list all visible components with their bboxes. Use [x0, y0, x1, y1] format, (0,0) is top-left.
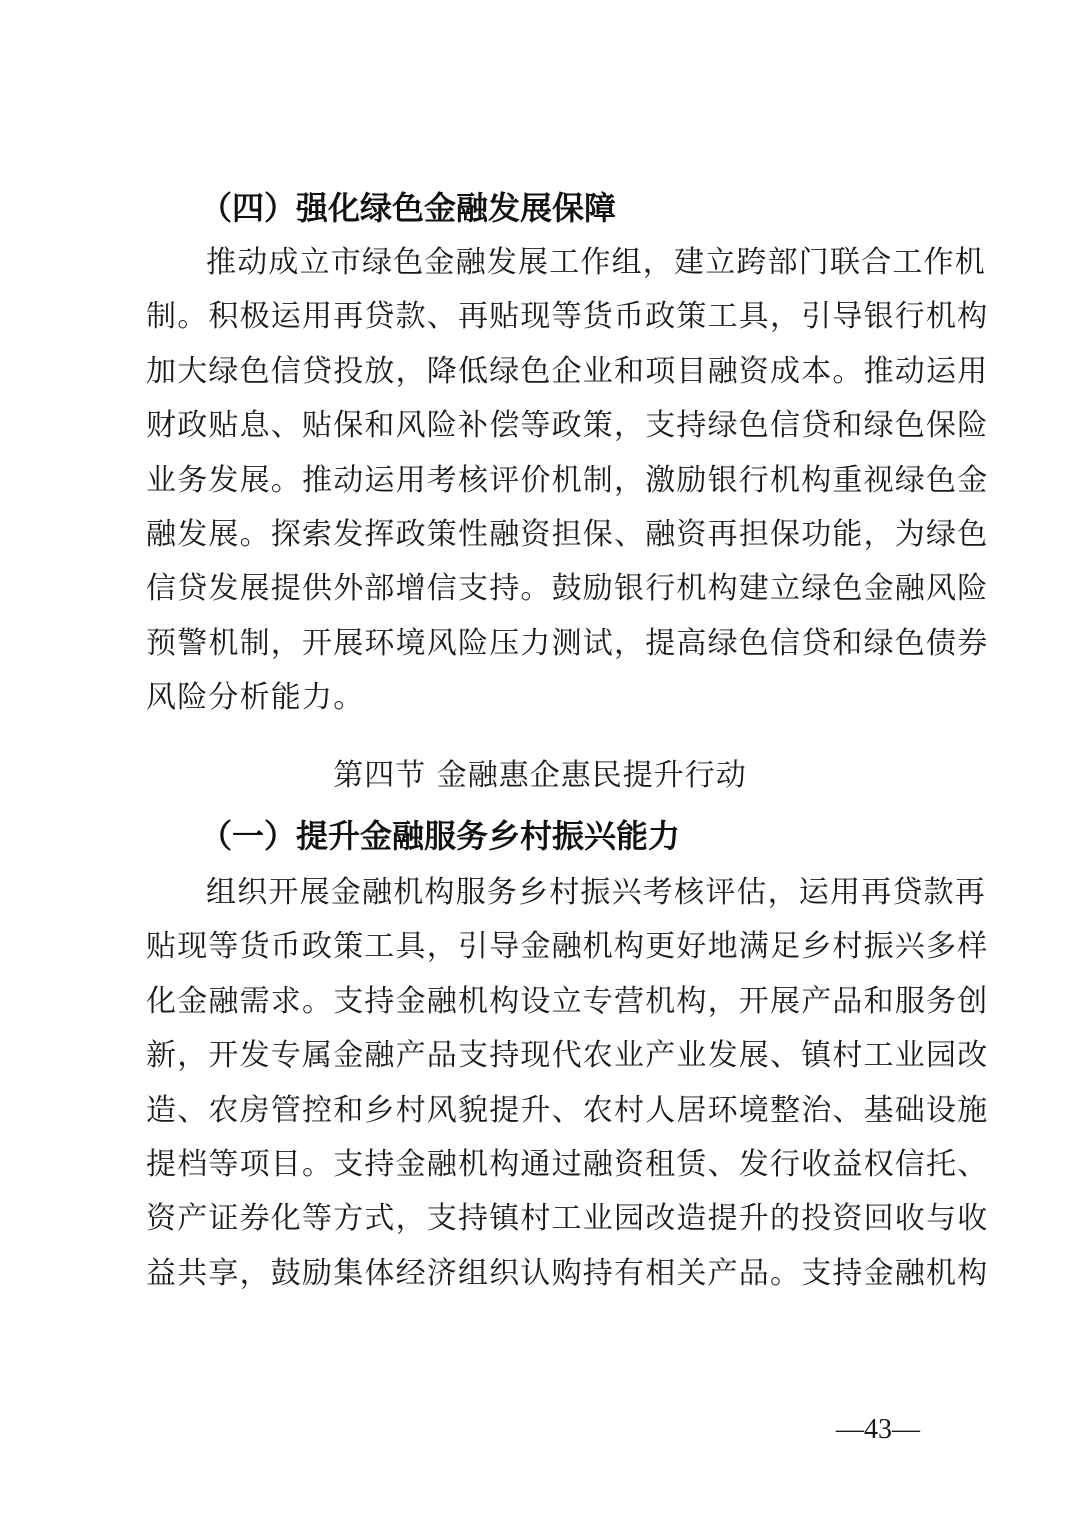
paragraph-line: 风险分析能力。 — [146, 680, 365, 716]
paragraph-line: 信贷发展提供外部增信支持。鼓励银行机构建立绿色金融风险 — [146, 571, 989, 607]
page-number: —43— — [836, 1414, 920, 1445]
paragraph-line: 加大绿色信贷投放，降低绿色企业和项目融资成本。推动运用 — [146, 353, 989, 389]
paragraph-line: 资产证券化等方式，支持镇村工业园改造提升的投资回收与收 — [146, 1201, 989, 1237]
paragraph-line: 化金融需求。支持金融机构设立专营机构，开展产品和服务创 — [146, 983, 989, 1019]
chapter-section-title: 第四节 金融惠企惠民提升行动 — [333, 758, 747, 793]
paragraph-line: 组织开展金融机构服务乡村振兴考核评估，运用再贷款再 — [206, 875, 986, 910]
section-heading-strengthen-green-finance: （四）强化绿色金融发展保障 — [200, 189, 617, 227]
paragraph-line: 融发展。探索发挥政策性融资担保、融资再担保功能，为绿色 — [146, 516, 989, 552]
paragraph-line: 贴现等货币政策工具，引导金融机构更好地满足乡村振兴多样 — [146, 929, 989, 965]
paragraph-line: 制。积极运用再贷款、再贴现等货币政策工具，引导银行机构 — [146, 299, 989, 335]
body-paragraph-green-finance — [146, 236, 989, 726]
body-paragraph-rural-revitalization — [146, 866, 989, 1301]
paragraph-line: 财政贴息、贴保和风险补偿等政策，支持绿色信贷和绿色保险 — [146, 408, 989, 444]
paragraph-line: 预警机制，开展环境风险压力测试，提高绿色信贷和绿色债券 — [146, 625, 989, 661]
paragraph-line: 提档等项目。支持金融机构通过融资租赁、发行收益权信托、 — [146, 1146, 989, 1182]
paragraph-line: 业务发展。推动运用考核评价机制，激励银行机构重视绿色金 — [146, 462, 989, 498]
section-heading-rural-revitalization: （一）提升金融服务乡村振兴能力 — [200, 817, 681, 855]
paragraph-line: 造、农房管控和乡村风貌提升、农村人居环境整治、基础设施 — [146, 1092, 989, 1128]
paragraph-line: 益共享，鼓励集体经济组织认购持有相关产品。支持金融机构 — [146, 1255, 989, 1291]
paragraph-line: 推动成立市绿色金融发展工作组，建立跨部门联合工作机 — [206, 245, 986, 280]
paragraph-line: 新，开发专属金融产品支持现代农业产业发展、镇村工业园改 — [146, 1038, 989, 1074]
